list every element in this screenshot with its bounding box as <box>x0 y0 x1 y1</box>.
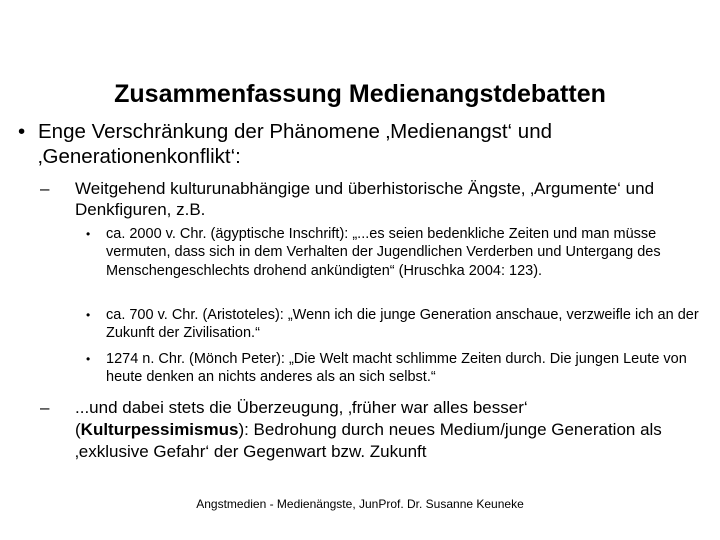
bullet-marker: • <box>86 227 91 241</box>
text-after: ): Bedrohung durch neues Medium/junge Generation als ‚exklusive Gefahr‘ der Gegenwart bzw. Zukunft <box>75 420 662 461</box>
slide-title: Zusammenfassung Medienangstdebatten <box>114 80 606 108</box>
bold-term: Kulturpessimismus <box>80 420 239 439</box>
example-text: 1274 n. Chr. (Mönch Peter): „Die Welt macht schlimme Zeiten durch. Die jungen Leute von heute denken an nichts anderes als an sich selbst.“ <box>106 351 687 386</box>
bullet-marker: • <box>86 352 91 366</box>
dash-marker: – <box>40 398 50 417</box>
slide-footer: Angstmedien - Medienängste, JunProf. Dr. Susanne Keuneke <box>196 497 524 511</box>
text-before: ...und dabei stets die Überzeugung, ‚früher war alles besser‘ ( <box>75 398 528 439</box>
sub-bullet-text: Weitgehend kulturunabhängige und überhistorische Ängste, ‚Argumente‘ und Denkfiguren, z.B. <box>75 179 655 219</box>
bullet-marker: • <box>86 308 91 322</box>
example-text: ca. 700 v. Chr. (Aristoteles): „Wenn ich die junge Generation anschaue, verzweifle ich an der Zukunft der Zivilisation.“ <box>106 307 699 342</box>
bullet-marker: • <box>18 120 26 143</box>
sub-bullet-text <box>75 397 685 463</box>
example-text: ca. 2000 v. Chr. (ägyptische Inschrift): „...es seien bedenkliche Zeiten und man müsse vermuten, dass sich in dem Verhalten der Jugendlichen Verderben und Untergang des Menschengeschlechts drohend ankündigten“ (Hruschka 2004: 123). <box>106 226 661 279</box>
main-bullet-text: Enge Verschränkung der Phänomene ‚Medienangst‘ und ‚Generationenkonflikt‘: <box>38 120 552 168</box>
dash-marker: – <box>40 179 50 198</box>
